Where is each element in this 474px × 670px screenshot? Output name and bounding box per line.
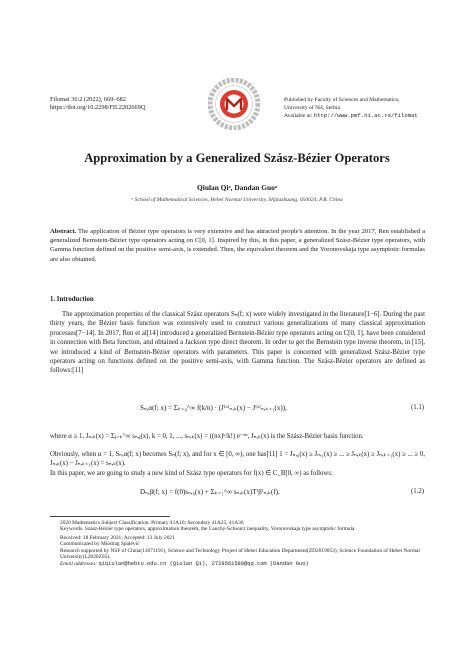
paper-title: Approximation by a Generalized Szász-Bézier Operators xyxy=(84,151,390,165)
equation-1-2: Dₙ,β(f; x) = f(0)sₙ,₀(x) + Σₖ₌₁^∞ sₙ,ₖ(x)T⁽β⁾ₙ,ₖ(f), xyxy=(140,488,280,496)
footnote-email xyxy=(60,561,425,567)
footnote-research: Research supported by NSF of China(11871191), Science and Technology Project of Hebei Education Department(ZD2019053), Science Foundation of Hebei Normal University(L2020Z05). xyxy=(60,547,420,561)
available-label: Available at: xyxy=(284,113,313,120)
journal-url-link[interactable]: http://www.pmf.ni.ac.rs/filomat xyxy=(313,112,418,120)
publisher-line-2: University of Niš, Serbia xyxy=(284,104,340,111)
intro-paragraph-3: In this paper, we are going to study a new kind of Szász type operators for f(x) ∈ C_B[0, ∞) as follows: xyxy=(50,470,333,477)
publisher-line-1: Published by Faculty of Sciences and Mathematics, xyxy=(284,97,400,103)
abstract-text: The application of Bézier type operators is very extensive and has attracted people's attention. In the year 2017, Ren established a generalized Bernstein-Bézier type operators acting on C[0, 1]. Inspired by this, in this paper, a generalized Szász-Bézier type operators, with Gamma function defined on the positive semi-axis, is extended. Then, the equivalent theorem and the Voronovskaja type asymptotic formulas are also obtained. xyxy=(50,228,425,263)
email-addresses[interactable]: qiqiulan@hebtu.edu.cn (Qiulan Qi), 2728561588@qq.com (Dandan Guo) xyxy=(98,561,309,568)
footnotes xyxy=(60,520,425,568)
abstract xyxy=(50,227,425,264)
equation-1-1: Sₙ,α(f; x) = Σₖ₌₀^∞ f(k/n) · (J⁽ᵅ⁾ₙ,ₖ(x) − J⁽ᵅ⁾ₙ,ₖ₊₁(x)), xyxy=(140,404,287,412)
email-label: Email addresses: xyxy=(60,561,98,568)
footnote-communicated: Communicated by Miodrag Spalević xyxy=(60,541,140,548)
section-heading-introduction: 1. Introduction xyxy=(50,296,94,303)
paper-authors: Qiulan Qiᵃ, Dandan Guoᵃ xyxy=(197,183,277,192)
journal-info xyxy=(50,96,200,113)
intro-paragraph-2a: where α ≥ 1, Jₙ,ₖ(x) = Σⱼ₌ₖ^∞ sₙ,ⱼ(x), k = 0, 1, ..., sₙ,ₖ(x) = ((nx)ᵏ/k!) e⁻ⁿˣ, Jₙ,ₖ(x) is the Szász-Bézier basis function. xyxy=(50,433,364,440)
footnote-keywords: Keywords. Szász-Bézier type operators, approximation theorem, the Cauchy-Schwarz inequality, Voronovskaja type asymptotic formula xyxy=(60,526,355,533)
journal-citation: Filomat 36:2 (2022), 669–682 xyxy=(50,96,126,103)
abstract-label: Abstract. xyxy=(50,228,77,235)
intro-paragraph-1: The approximation properties of the classical Szász operators Sₙ(f; x) were widely investigated in the literature[1−6]. During the past thirty years, the Bézier basis function was extensively used to construct various generalizations of many classical approximation processes[7−14]. In 2017, Ren et al[14] introduced a generalized Bernstein-Bézier type operators acting on C[0, 1], have been considered in connection with Beta function, and obtained a Jackson type direct theorem. In order to get the Bernstein type inverse theorem, in [15], we introduced a kind of Bernstein-Bézier operators with parameters. This paper is concerned with generalized Szász-Bézier type operators acting on functions defined on the positive semi-axis, with Gamma function. The Szász-Bézier operators are defined as follows:[11] xyxy=(50,311,425,375)
publisher-info xyxy=(284,97,434,121)
available-at xyxy=(284,112,434,121)
footnote-msc: 2020 Mathematics Subject Classification. Primary 41A10; Secondary 41A25, 41A36 xyxy=(60,520,244,526)
equation-number-1-2: (1.2) xyxy=(410,488,424,495)
author-affiliation: ᵃ School of Mathematical Sciences, Hebei Normal University, Shijiazhuang, 050024, P.R. China xyxy=(131,197,343,203)
footnote-received: Received: 18 February 2021; Accepted: 13 July 2021 xyxy=(60,534,175,541)
footnote-rule xyxy=(50,516,170,517)
intro-paragraph-2b: Obviously, when α = 1, Sₙ,α(f; x) becomes Sₙ(f; x), and for x ∈ [0, ∞), one has[11] 1 = Jₙ,₀(x) ≥ Jₙ,₁(x) ≥ ... ≥ Jₙ,ₖ(x) ≥ Jₙ,ₖ₊₁(x) ≥ ... ≥ 0, Jₙ,ₖ(x) − Jₙ,ₖ₊₁(x) = sₙ,ₖ(x). xyxy=(50,451,425,468)
equation-number-1-1: (1.1) xyxy=(410,404,424,411)
doi-link[interactable]: https://doi.org/10.2298/FIL2202669Q xyxy=(50,104,146,112)
filomat-logo xyxy=(208,78,260,130)
